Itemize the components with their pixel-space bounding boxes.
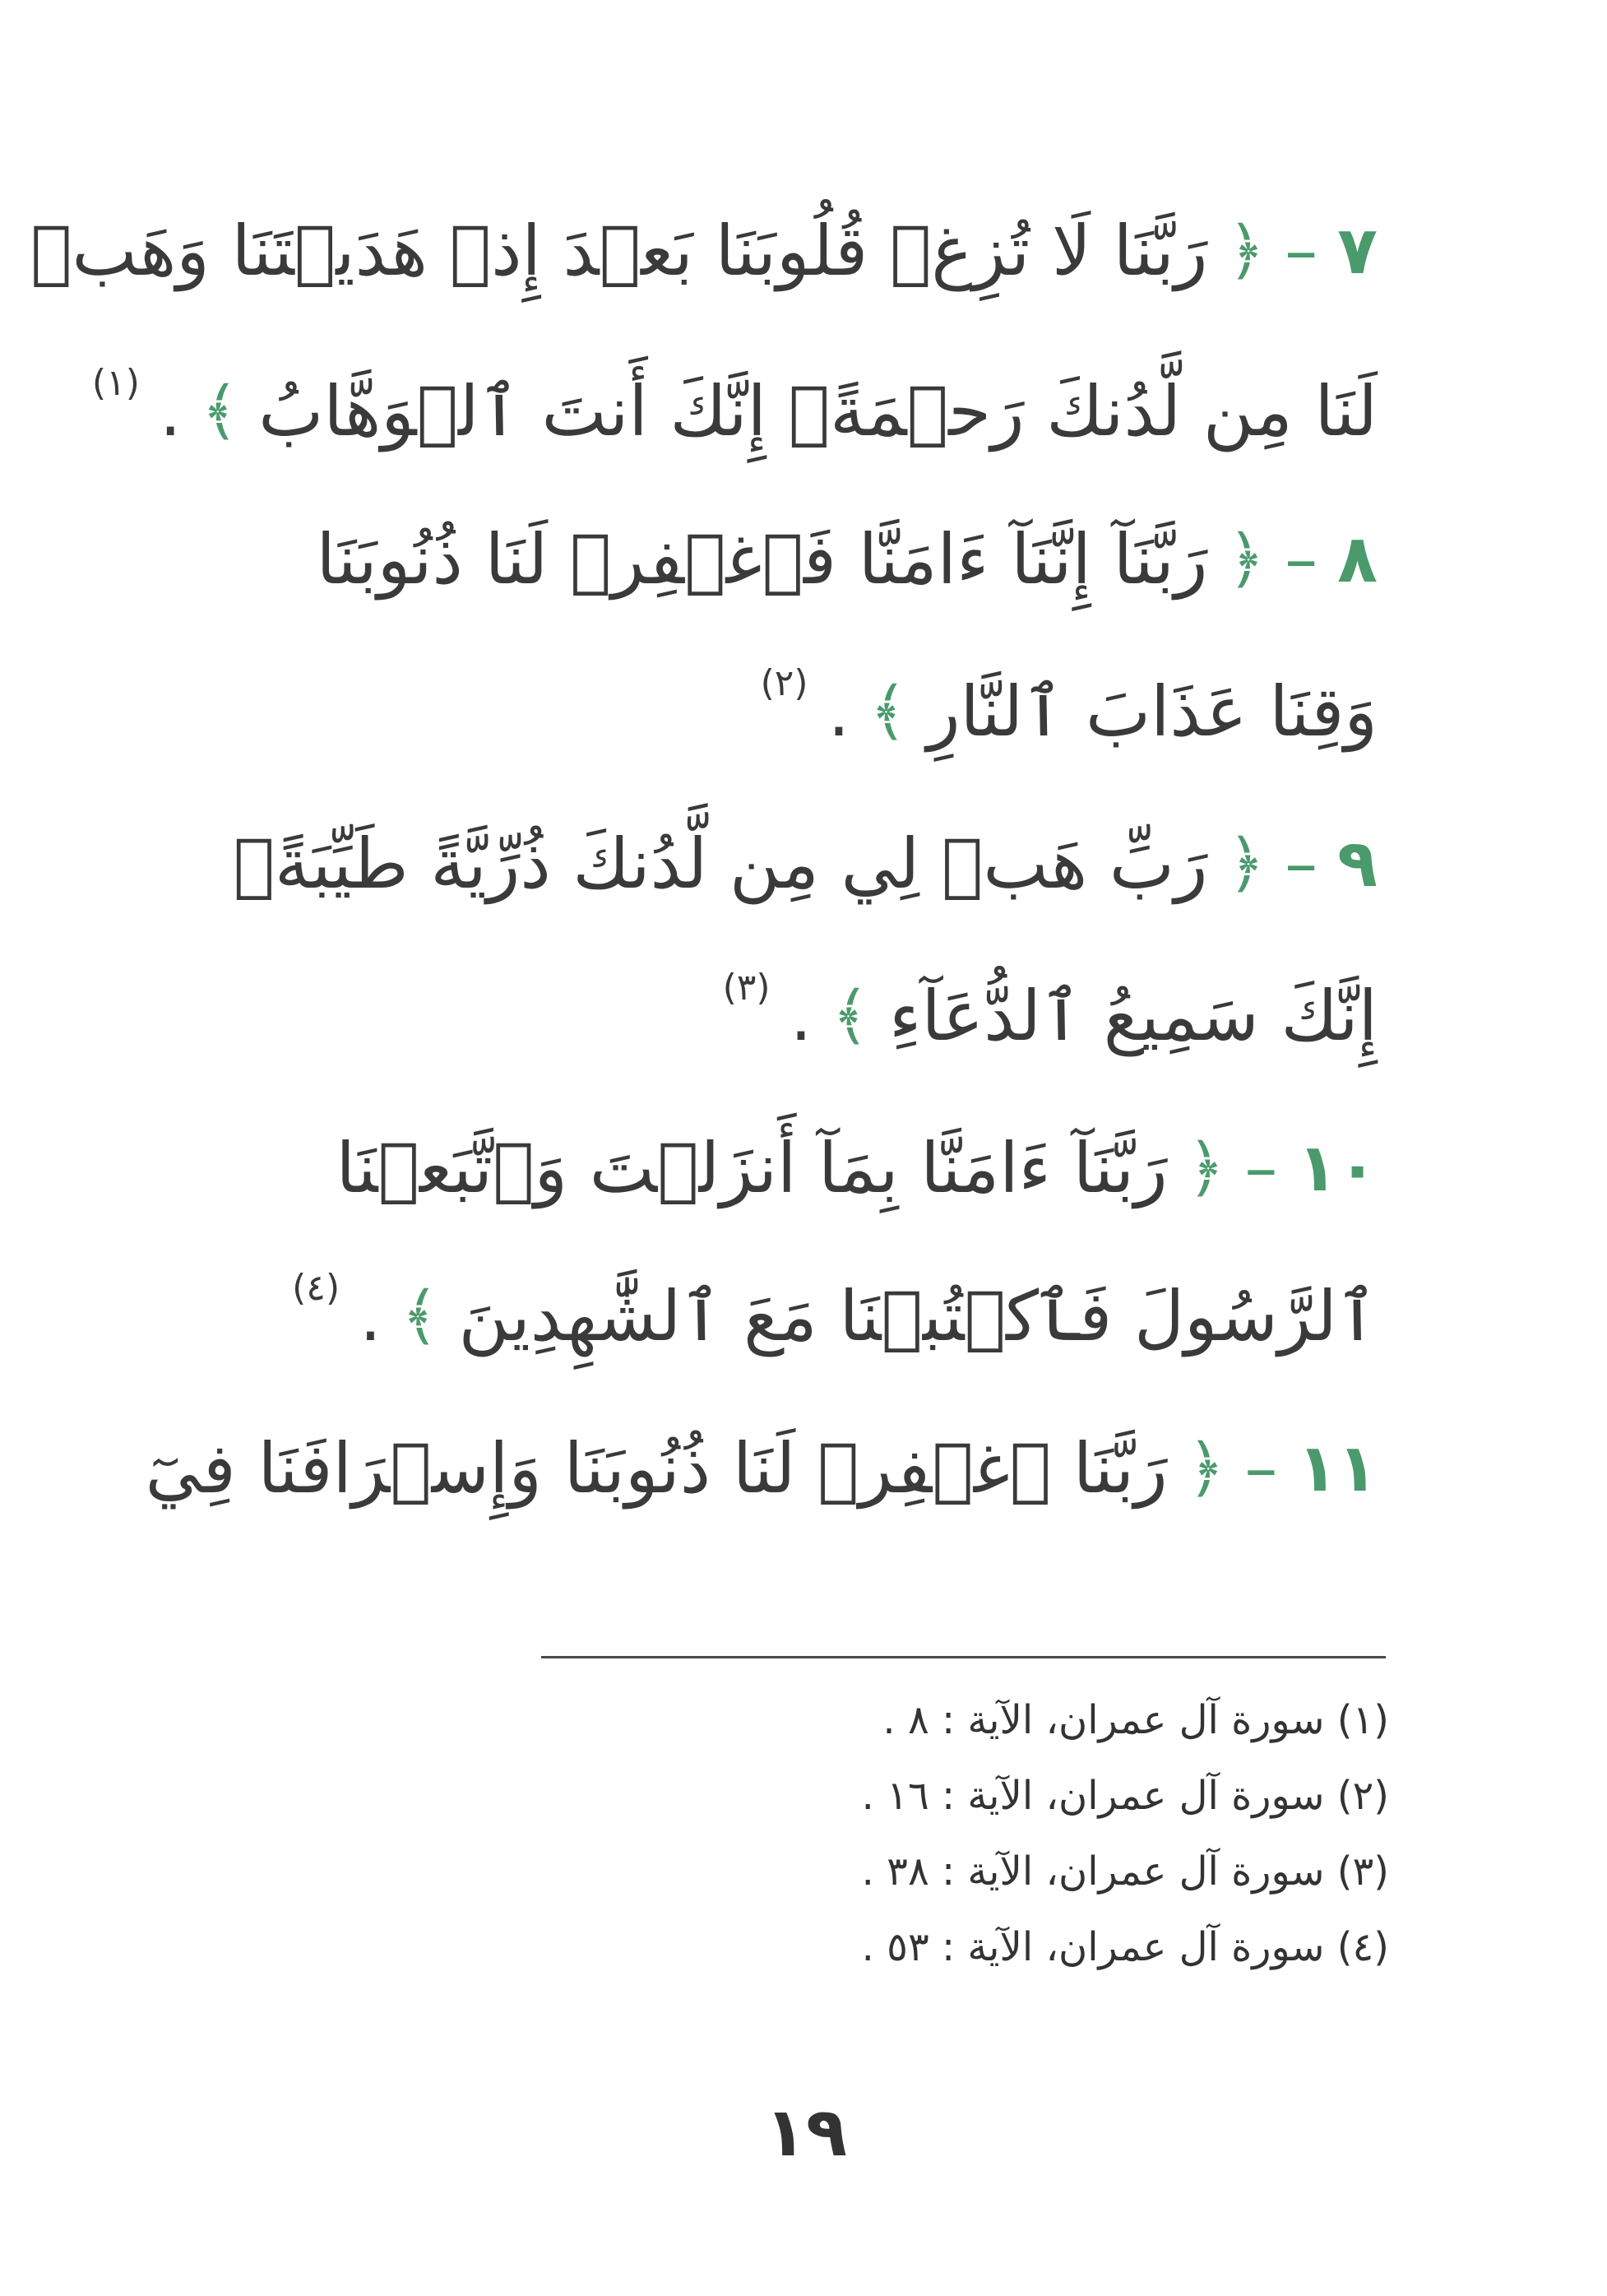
verse-text: إِنَّكَ سَمِيعُ ٱلدُّعَآءِ: [888, 976, 1378, 1056]
footnote-divider: [541, 1656, 1386, 1658]
verse-7-line-1: [30, 206, 1378, 296]
verse-text: رَبَّنَآ إِنَّنَآ ءَامَنَّا فَٱغۡفِرۡ لَنَا ذُنُوبَنَا: [316, 519, 1208, 600]
verse-number: ٨: [1337, 521, 1378, 597]
close-bracket-icon: ﴾: [401, 1279, 439, 1353]
footnote-4: (٤) سورة آل عمران، الآية : ٥٣ .: [861, 1924, 1389, 1970]
close-bracket-icon: ﴾: [869, 675, 907, 749]
verse-dash: –: [1285, 212, 1318, 289]
verse-text: وَقِنَا عَذَابَ ٱلنَّارِ: [926, 671, 1378, 752]
verse-number: ٩: [1337, 825, 1378, 902]
verse-text: ٱلرَّسُولَ فَٱكۡتُبۡنَا مَعَ ٱلشَّٰهِدِينَ: [458, 1276, 1378, 1357]
close-bracket-icon: ﴾: [201, 374, 239, 448]
open-bracket-icon: ﴿: [1227, 522, 1266, 596]
verse-9-line-1: [169, 819, 1378, 909]
verse-10-line-2: [169, 1267, 1378, 1361]
verse-number: ١١: [1297, 1430, 1378, 1506]
verse-dash: –: [1244, 1129, 1278, 1206]
verse-11-line-1: [145, 1423, 1378, 1514]
verse-10-line-1: [169, 1123, 1378, 1213]
period: .: [159, 371, 182, 452]
verse-text: رَبَّنَا لَا تُزِغۡ قُلُوبَنَا بَعۡدَ إِذۡ هَدَيۡتَنَا وَهَبۡ: [30, 211, 1208, 291]
verse-text: رَبَّنَآ ءَامَنَّا بِمَآ أَنزَلۡتَ وَٱتَّبَعۡنَا: [336, 1128, 1168, 1208]
verse-9-line-2: [169, 967, 1378, 1061]
open-bracket-icon: ﴿: [1187, 1131, 1225, 1205]
footnote-marker: (٤): [292, 1267, 340, 1309]
footnote-1: (١) سورة آل عمران، الآية : ٨ .: [882, 1697, 1389, 1743]
footnote-marker: (١): [91, 362, 140, 404]
open-bracket-icon: ﴿: [1227, 214, 1266, 288]
verse-text: لَنَا مِن لَّدُنكَ رَحۡمَةًۚ إِنَّكَ أَنتَ ٱلۡوَهَّابُ: [258, 371, 1378, 452]
period: .: [827, 671, 850, 752]
verse-dash: –: [1244, 1430, 1278, 1506]
verse-8-line-1: [169, 514, 1378, 605]
page-number: ١٩: [764, 2094, 848, 2172]
footnotes: [674, 1682, 1389, 1985]
verse-dash: –: [1285, 825, 1318, 902]
footnote-2: (٢) سورة آل عمران، الآية : ١٦ .: [861, 1773, 1389, 1819]
verse-7-line-2: [91, 362, 1378, 457]
period: .: [359, 1276, 382, 1357]
close-bracket-icon: ﴾: [831, 979, 869, 1053]
verse-number: ٧: [1337, 212, 1378, 289]
period: .: [790, 976, 813, 1056]
footnote-3: (٣) سورة آل عمران، الآية : ٣٨ .: [861, 1848, 1389, 1895]
open-bracket-icon: ﴿: [1187, 1431, 1225, 1505]
open-bracket-icon: ﴿: [1227, 827, 1266, 901]
footnote-marker: (٢): [760, 662, 808, 704]
verse-text: رَبَّنَا ٱغۡفِرۡ لَنَا ذُنُوبَنَا وَإِسۡرَافَنَا فِيٓ: [145, 1428, 1168, 1509]
verse-8-line-2: [169, 662, 1378, 757]
verse-number: ١٠: [1297, 1129, 1378, 1206]
verse-dash: –: [1285, 521, 1318, 597]
footnote-marker: (٣): [722, 967, 771, 1009]
verse-text: رَبِّ هَبۡ لِي مِن لَّدُنكَ ذُرِّيَّةً طَيِّبَةًۖ: [233, 823, 1208, 904]
